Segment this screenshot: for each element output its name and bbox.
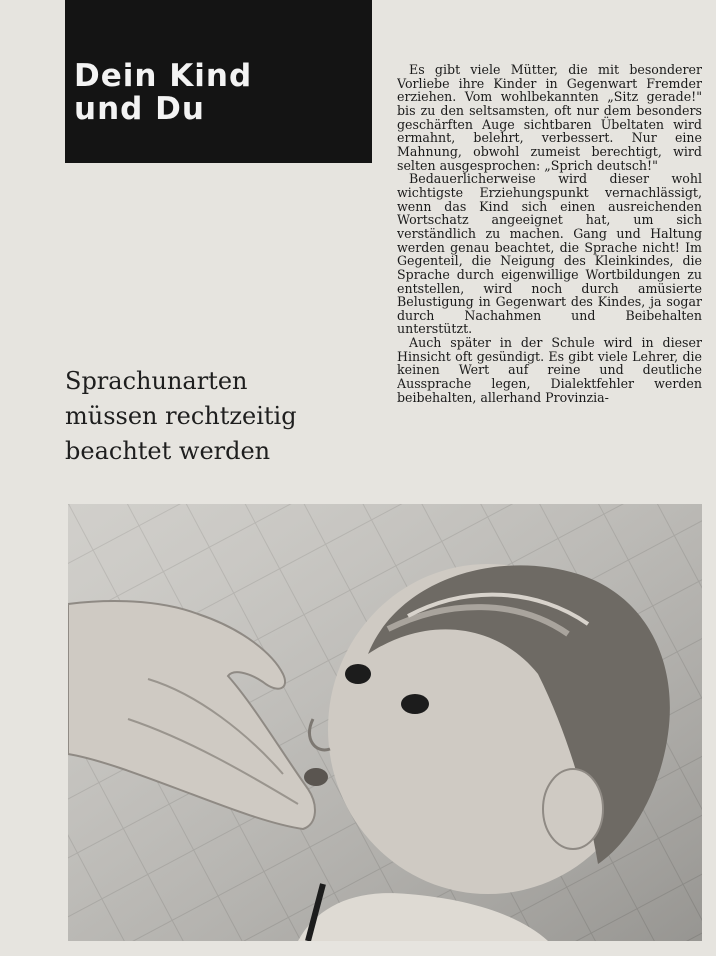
- article-paragraph: Auch später in der Schule wird in dieser Hinsicht oft gesündigt. Es gibt viele Lehrer, die keinen Wert auf reine und deutliche Aussprache legen, Dialektfehler werden beibehalten, allerhand Provinzia-: [397, 335, 702, 405]
- photo-illustration: [68, 504, 702, 941]
- title-block: [65, 0, 372, 163]
- article-subtitle: Sprachunarten müssen rechtzeitig beachtet werden: [65, 367, 297, 465]
- photo-child-and-hand: [68, 504, 702, 941]
- page-title: Dein Kind und Du: [74, 58, 253, 127]
- article-paragraph: Es gibt viele Mütter, die mit besonderer Vorliebe ihre Kinder in Gegenwart Fremder erziehen. Vom wohlbekannten „Sitz gerade!" bis zu den seltsamsten, oft nur dem besonders geschärften Auge sichtbaren Übeltaten wird ermahnt, belehrt, verbessert. Nur eine Mahnung, obwohl zumeist berechtigt, wird selten ausgesprochen: „Sprich deutsch!": [397, 63, 702, 173]
- article-body: [397, 63, 702, 468]
- article-paragraph: Bedauerlicherweise wird dieser wohl wichtigste Erziehungspunkt vernachlässigt, wenn das Kind sich einen ausreichenden Wortschatz angeeignet hat, um sich verständlich zu machen. Gang und Haltung werden genau beachtet, die Sprache nicht! Im Gegenteil, die Neigung des Kleinkindes, die Sprache durch eigenwillige Wortbildungen zu entstellen, wird noch durch amüsierte Belustigung in Gegenwart des Kindes, ja sogar durch Nachahmen und Beibehalten unterstützt.: [397, 171, 702, 337]
